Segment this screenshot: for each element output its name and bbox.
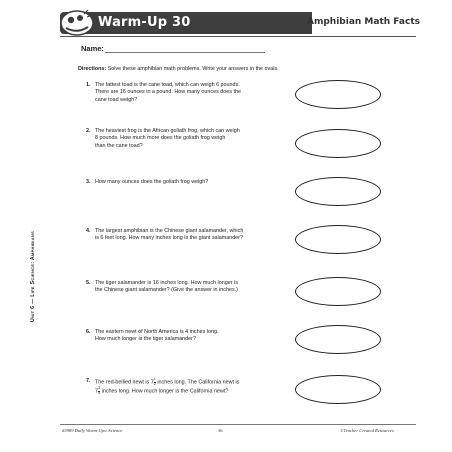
fraction-denominator: 4 <box>98 390 101 395</box>
question-7 <box>86 378 282 396</box>
answer-oval-5[interactable] <box>295 277 381 306</box>
topic-title: Amphibian Math Facts <box>307 17 420 27</box>
question-2 <box>86 128 282 150</box>
question-text: The tiger salamander is 16 inches long. How much longer is the Chinese giant salamander? (Give the answer in inches.) <box>95 280 238 294</box>
question-text-part: The red-bellied newt is 7 <box>95 379 154 386</box>
answer-oval-2[interactable] <box>295 129 381 158</box>
question-text <box>95 378 282 396</box>
question-1 <box>86 82 282 104</box>
question-number: 4. <box>86 228 91 234</box>
page-title: Warm-Up 30 <box>98 15 191 30</box>
question-number: 7. <box>86 378 91 384</box>
answer-oval-4[interactable] <box>295 225 381 254</box>
question-number: 6. <box>86 329 91 335</box>
warm-up-logo <box>60 8 94 36</box>
footer-copyright: ©Teacher Created Resources <box>340 428 394 433</box>
question-5 <box>86 280 282 295</box>
answer-oval-6[interactable] <box>295 325 381 354</box>
question-number: 2. <box>86 128 91 134</box>
directions <box>78 66 279 72</box>
question-text: The heaviest frog is the African goliath frog, which can weigh 8 pounds. How much more does the goliath frog weigh than the cane toad? <box>95 128 240 149</box>
answer-oval-1[interactable] <box>295 80 381 109</box>
question-text-part: inches long. The California newt is <box>155 379 240 386</box>
question-text: The largest amphibian is the Chinese giant salamander, which is 6 feet long. How many inches long is the giant salamander? <box>95 228 244 242</box>
answer-oval-7[interactable] <box>295 375 381 404</box>
question-6 <box>86 329 282 344</box>
question-text-part: 7 <box>95 388 98 395</box>
fraction-numerator: 3 <box>98 386 101 391</box>
unit-side-label: Unit 6 — Life Science: Amphibians <box>30 230 36 322</box>
footer-book-title: #3989 Daily Warm-Ups: Science <box>62 428 123 433</box>
question-number: 5. <box>86 280 91 286</box>
fraction-denominator: 2 <box>153 381 156 386</box>
footer-page-number: 36 <box>218 428 223 433</box>
footer-divider <box>60 424 416 425</box>
name-write-line <box>105 52 265 53</box>
question-number: 3. <box>86 179 91 185</box>
header-divider <box>60 36 416 37</box>
name-label: Name: <box>81 44 104 53</box>
question-number: 1. <box>86 82 91 88</box>
directions-text: Solve these amphibian math problems. Write your answers in the ovals. <box>106 66 279 72</box>
question-4 <box>86 228 282 243</box>
question-text: How many ounces does the goliath frog weigh? <box>95 179 209 185</box>
fraction-numerator: 1 <box>153 377 156 381</box>
question-text: The eastern newt of North America is 4 inches long. How much longer is the tiger salamander? <box>95 329 219 343</box>
directions-label: Directions: <box>78 66 107 72</box>
question-3 <box>86 179 282 186</box>
answer-oval-3[interactable] <box>295 177 381 206</box>
question-text-part: inches long. How much longer is the California newt? <box>100 388 229 395</box>
question-text: The fattest toad is the cane toad, which can weigh 6 pounds. There are 16 ounces in a pound. How many ounces does the cane toad weigh? <box>95 82 241 103</box>
